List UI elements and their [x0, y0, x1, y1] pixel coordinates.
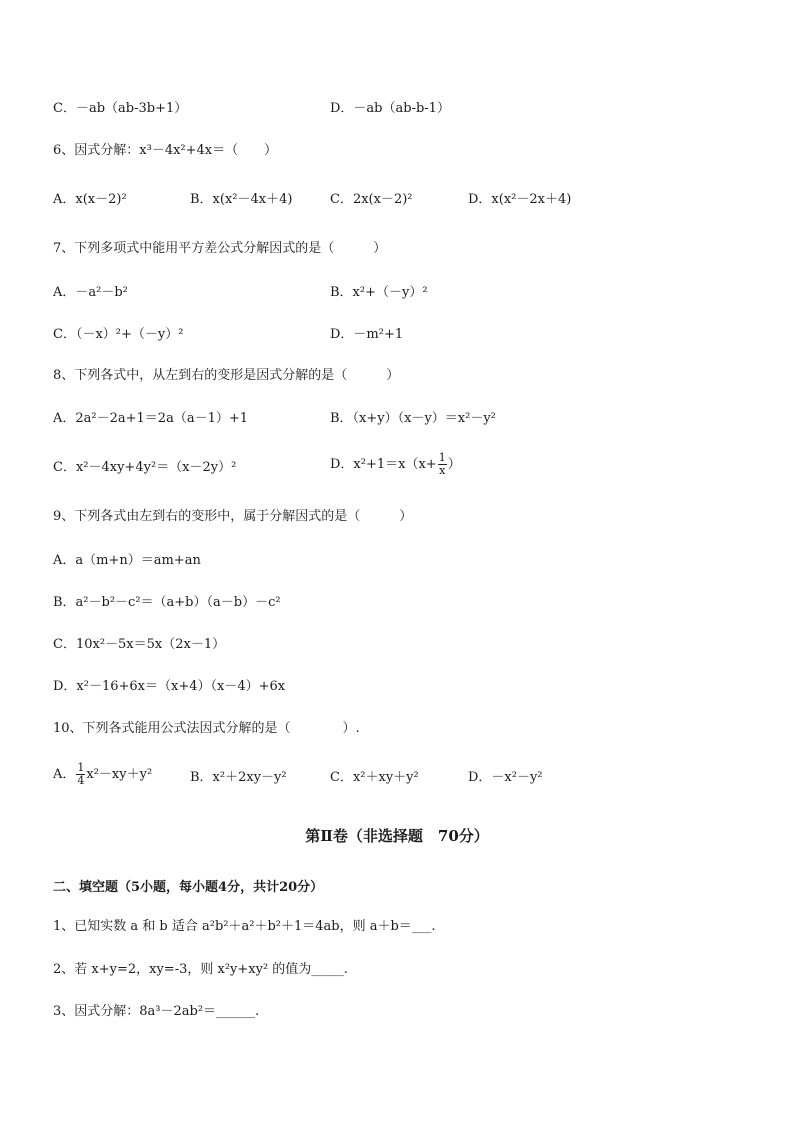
q7-option-d: D．－m²+1 [330, 327, 404, 342]
q10-option-a [53, 762, 152, 787]
q5-option-d: D．－ab（ab-b-1） [330, 101, 450, 116]
q8-option-d [330, 452, 461, 477]
fill-q2: 2、若 x+y=2，xy=-3，则 x²y+xy² 的值为_____. [53, 962, 348, 977]
fraction-denominator: x [439, 464, 446, 477]
q8-option-c: C．x²－4xy+4y²＝（x－2y）² [53, 460, 237, 475]
q9-option-d: D．x²－16+6x＝（x+4）（x－4）+6x [53, 679, 286, 694]
fraction-numerator: 1 [77, 761, 85, 774]
q10-option-b: B．x²＋2xy－y² [190, 770, 287, 785]
q5-option-c: C．－ab（ab-3b+1） [53, 101, 188, 116]
fill-q1: 1、已知实数 a 和 b 适合 a²b²＋a²＋b²＋1＝4ab，则 a＋b＝___. [53, 919, 436, 934]
q8-stem: 8、下列各式中，从左到右的变形是因式分解的是（ ） [53, 368, 400, 383]
part2-title: 第Ⅱ卷（非选择题 70分） [305, 827, 489, 845]
fraction-numerator: 1 [438, 451, 446, 464]
q7-option-a: A．－a²－b² [53, 285, 128, 300]
q10-option-d: D．－x²－y² [468, 770, 543, 785]
section-fill-blank-title: 二、填空题（5小题，每小题4分，共计20分） [53, 880, 324, 895]
q10-option-c: C．x²＋xy＋y² [330, 770, 419, 785]
q7-stem: 7、下列多项式中能用平方差公式分解因式的是（ ） [53, 241, 387, 256]
q7-option-c: C．（－x）²+（－y）² [53, 327, 184, 342]
q9-stem: 9、下列各式由左到右的变形中，属于分解因式的是（ ） [53, 509, 413, 524]
fraction [438, 452, 447, 477]
q8-option-d-suffix: ） [447, 457, 461, 472]
fraction-denominator: 4 [77, 774, 85, 787]
q8-option-d-prefix: D．x²+1＝x（x+ [330, 457, 437, 472]
q9-option-c: C．10x²－5x＝5x（2x－1） [53, 637, 226, 652]
fill-q3: 3、因式分解：8a³－2ab²＝______. [53, 1004, 260, 1019]
q10-option-a-prefix: A． [53, 767, 76, 782]
q10-option-a-suffix: x²－xy＋y² [86, 767, 153, 782]
q7-option-b: B．x²+（－y）² [330, 285, 428, 300]
q6-option-d: D．x(x²－2x＋4) [468, 192, 572, 207]
q8-option-a: A．2a²－2a+1＝2a（a－1）+1 [53, 411, 249, 426]
q6-option-a: A．x(x－2)² [53, 192, 127, 207]
q6-stem: 6、因式分解：x³－4x²+4x＝（ ） [53, 143, 278, 158]
q8-option-b: B．（x+y）（x－y）＝x²－y² [330, 411, 496, 426]
q6-option-b: B．x(x²－4x＋4) [190, 192, 293, 207]
q6-option-c: C．2x(x－2)² [330, 192, 413, 207]
fraction [76, 762, 85, 787]
q10-stem: 10、下列各式能用公式法因式分解的是（ ）. [53, 721, 360, 736]
q9-option-b: B．a²－b²－c²＝（a+b）（a－b）－c² [53, 595, 281, 610]
q9-option-a: A．a（m+n）＝am+an [53, 553, 201, 568]
